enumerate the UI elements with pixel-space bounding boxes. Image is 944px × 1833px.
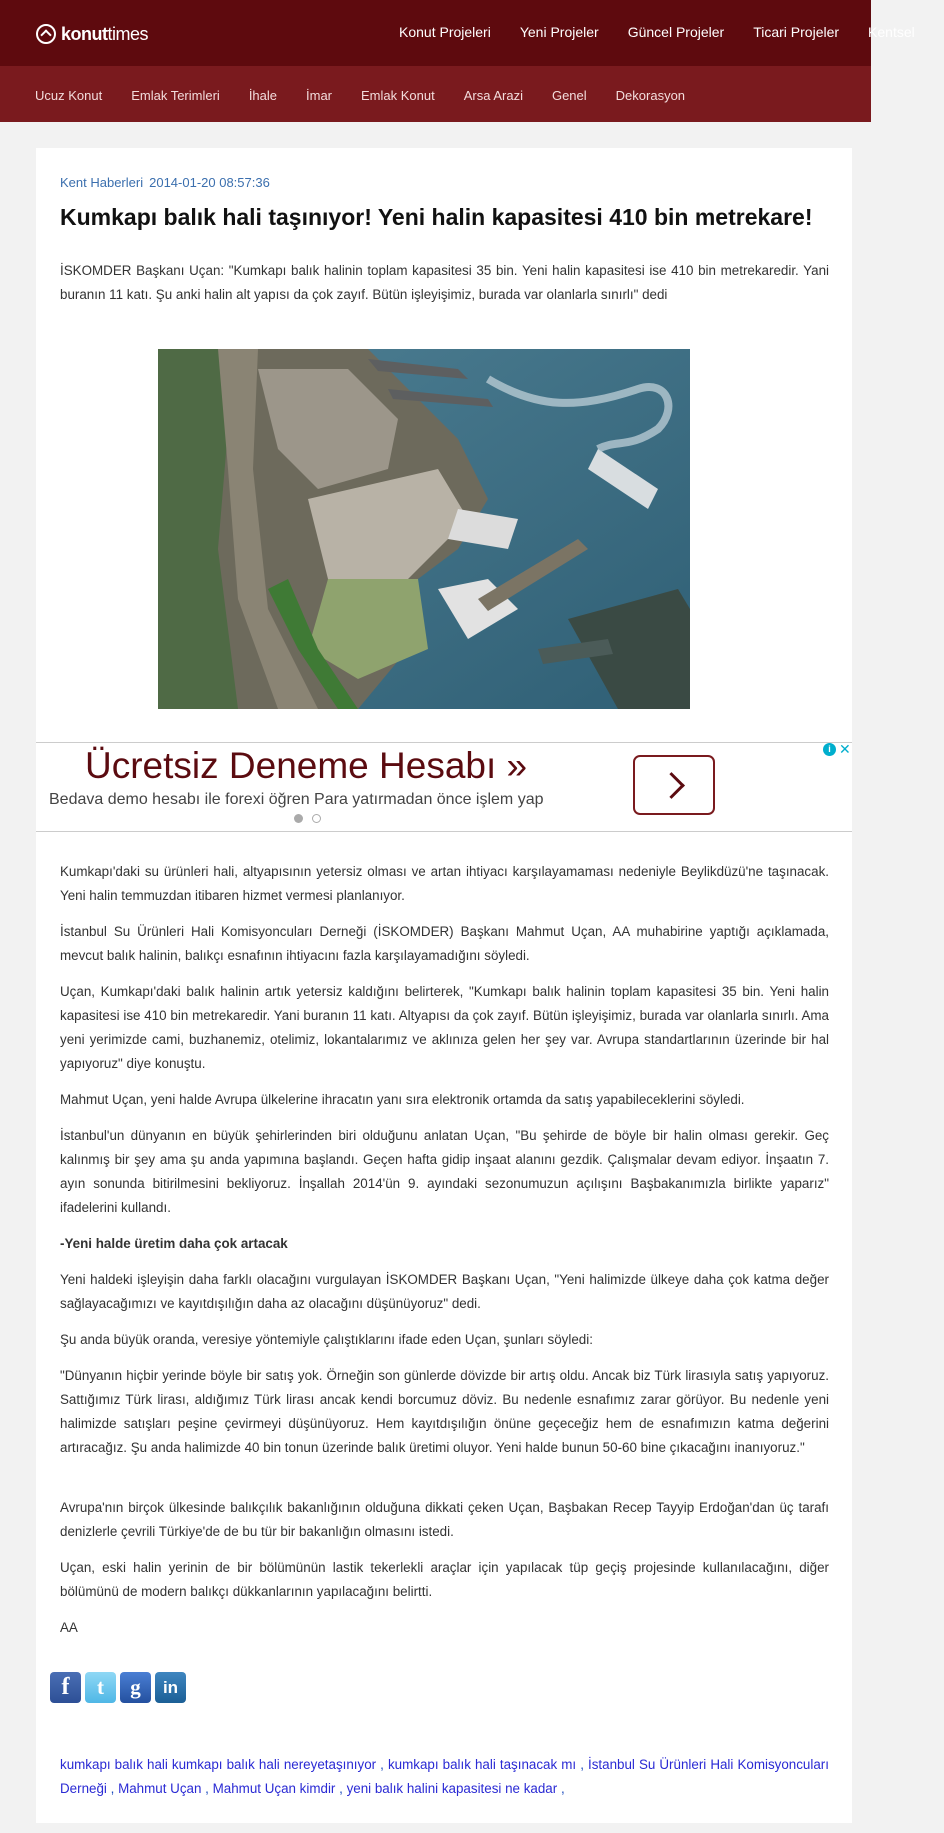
ad-banner[interactable] — [36, 742, 852, 832]
tag-link[interactable]: İstanbul Su Ürünleri Hali Komisyoncuları Derneği — [60, 1757, 829, 1796]
tag-link[interactable]: Mahmut Uçan kimdir — [212, 1781, 336, 1796]
tag-link[interactable]: Mahmut Uçan — [118, 1781, 202, 1796]
twitter-share-icon[interactable]: t — [85, 1672, 116, 1703]
tag-link[interactable]: kumkapı balık hali kumkapı balık hali nereyetaşınıyor — [60, 1757, 377, 1772]
article-title: Kumkapı balık hali taşınıyor! Yeni halin kapasitesi 410 bin metrekare! — [60, 204, 813, 230]
ad-info-icon[interactable]: i — [823, 743, 836, 756]
site-logo[interactable] — [36, 22, 148, 46]
article-paragraph: Şu anda büyük oranda, veresiye yöntemiyle çalıştıklarını ifade eden Uçan, şunları söyledi: — [60, 1332, 593, 1347]
subnav-genel[interactable]: Genel — [551, 88, 587, 103]
nav-guncel-projeler[interactable]: Güncel Projeler — [627, 24, 725, 40]
category-nav — [35, 88, 714, 103]
article-card — [36, 148, 852, 1823]
article-date: 2014-01-20 08:57:36 — [149, 175, 270, 190]
subnav-ihale[interactable]: İhale — [248, 88, 278, 103]
ad-close-icon[interactable]: ✕ — [839, 741, 851, 757]
article-tags: kumkapı balık hali kumkapı balık hali nereyetaşınıyor , kumkapı balık hali taşınacak mı , İstanbul Su Ürünleri Hali Komisyoncuları Derneği , Mahmut Uçan , Mahmut Uçan kimdir , yeni balık halini kapasitesi ne kadar , — [60, 1757, 829, 1796]
article-paragraph: İstanbul Su Ürünleri Hali Komisyoncuları Derneği (İSKOMDER) Başkanı Mahmut Uçan, AA muhabirine yaptığı açıklamada, mevcut balık halinin, balıkçı esnafının ihtiyacını fazla karşılayamadığını söyledi. — [60, 924, 829, 963]
article-lead: İSKOMDER Başkanı Uçan: "Kumkapı balık halinin toplam kapasitesi 35 bin. Yeni halin kapasitesi ise 410 bin metrekaredir. Yani buranın 11 katı. Şu anki halin alt yapısı da çok zayıf. Bütün işleyişimiz, burada var olanlarla sınırlı" dedi — [60, 263, 829, 302]
article-photo — [158, 349, 690, 709]
article-source: AA — [60, 1620, 78, 1635]
linkedin-share-icon[interactable]: in — [155, 1672, 186, 1703]
article-meta — [60, 175, 270, 190]
article-quote: "Dünyanın hiçbir yerinde böyle bir satış yok. Örneğin son günlerde dövizde bir artış oldu. Ancak biz Türk lirasıyla satış yapıyoruz. Sattığımız Türk lirası, aldığımız Türk lirası ancak kendi borcumuz döviz. Bu nedenle esnafımız zarar görüyor. Bu nedenle yeni halimizde satışları peşine çevirmeyi düşünüyoruz. Hem kayıtdışılığın önüne geçeceğiz hem de esnafımızın katma değerini artıracağız. Şu anda halimizde 40 bin tonun üzerinde balık üretimi oluyor. Yeni halde bunun 50-60 bine çıkacağını inanıyoruz." — [60, 1368, 829, 1455]
ad-carousel-dot[interactable] — [312, 814, 321, 823]
facebook-share-icon[interactable]: f — [50, 1672, 81, 1703]
nav-kentsel[interactable]: Kentsel — [868, 24, 915, 40]
article-paragraph: Uçan, Kumkapı'daki balık halinin artık yetersiz kaldığını belirterek, "Kumkapı balık halinin toplam kapasitesi 35 bin. Yeni halin kapasitesi ise 410 bin metrekaredir. Yani buranın 11 katı. Altyapısı da çok zayıf. Bütün işleyişimiz, burada var olanlarla sınırlı. Ama yeni yerimizde cami, buzhanemiz, otelimiz, lokantalarımız ve aklınıza gelen her şey var. Avrupa standartlarının üzerinde bir hal yapıyoruz" diye konuştu. — [60, 984, 829, 1071]
tag-link[interactable]: kumkapı balık hali taşınacak mı — [387, 1757, 577, 1772]
article-paragraph: Uçan, eski halin yerinin de bir bölümünün lastik tekerlekli araçlar için yapılacak tüp geçiş projesinde kullanılacağını, diğer bölümünü de modern balıkçı dükkanlarının yapılacağını belirtti. — [60, 1560, 829, 1599]
article-paragraph: Yeni haldeki işleyişin daha farklı olacağını vurgulayan İSKOMDER Başkanı Uçan, "Yeni halimizde ülkeye daha çok katma değer sağlayacağımızı ve kayıtdışılığın daha az olacağını düşünüyoruz" dedi. — [60, 1272, 829, 1311]
article-paragraph: Mahmut Uçan, yeni halde Avrupa ülkelerine ihracatın yanı sıra elektronik ortamda da satış yapabileceklerini söyledi. — [60, 1092, 745, 1107]
google-plus-share-icon[interactable]: g — [120, 1672, 151, 1703]
article-category[interactable]: Kent Haberleri — [60, 175, 144, 190]
subnav-ucuz-konut[interactable]: Ucuz Konut — [35, 88, 103, 103]
top-navbar — [0, 0, 915, 66]
subnav-emlak-konut[interactable]: Emlak Konut — [361, 88, 435, 103]
category-navbar — [0, 66, 871, 122]
ad-carousel-dot-active[interactable] — [294, 814, 303, 823]
subnav-imar[interactable]: İmar — [306, 88, 333, 103]
ad-subtitle[interactable]: Bedava demo hesabı ile forexi öğren Para yatırmadan önce işlem yap — [49, 791, 544, 808]
nav-konut-projeleri[interactable]: Konut Projeleri — [399, 24, 491, 40]
nav-ticari-projeler[interactable]: Ticari Projeler — [753, 24, 840, 40]
article-subheading: -Yeni halde üretim daha çok artacak — [60, 1236, 288, 1251]
logo-text-bold: konut — [61, 23, 108, 44]
subnav-dekorasyon[interactable]: Dekorasyon — [615, 88, 686, 103]
nav-yeni-projeler[interactable]: Yeni Projeler — [519, 24, 599, 40]
article-paragraph: İstanbul'un dünyanın en büyük şehirlerinden biri olduğunu anlatan Uçan, "Bu şehirde de böyle bir halin olması gerekir. Geç kalınmış bir şey ama şu anda yapımına başlandı. Geçen hafta gidip inşaat alanını gezdik. Çalışmalar devam ediyor. İnşaatın 7. ayın sonunda bitirilmesini bekliyoruz. İnşallah 2014'ün 9. ayındaki sezonumuzun açılışını Başbakanımızla birlikte yaparız" ifadelerini kullandı. — [60, 1128, 829, 1215]
article-paragraph: Kumkapı'daki su ürünleri hali, altyapısının yetersiz olması ve artan ihtiyacı karşılayamaması nedeniyle Beylikdüzü'ne taşınacak. Yeni halin temmuzdan itibaren hizmet vermesi planlanıyor. — [60, 864, 829, 903]
subnav-arsa-arazi[interactable]: Arsa Arazi — [463, 88, 523, 103]
subnav-emlak-terimleri[interactable]: Emlak Terimleri — [131, 88, 220, 103]
ad-next-button[interactable] — [633, 755, 715, 815]
article-paragraph: Avrupa'nın birçok ülkesinde balıkçılık bakanlığının olduğuna dikkati çeken Uçan, Başbakan Recep Tayyip Erdoğan'dan üç tarafı denizlerle çevrili Türkiye'de de bu tür bir bakanlığın olmasını istedi. — [60, 1500, 829, 1539]
tag-link[interactable]: yeni balık halini kapasitesi ne kadar — [346, 1781, 558, 1796]
ad-title[interactable]: Ücretsiz Deneme Hesabı » — [85, 745, 528, 786]
logo-icon — [36, 24, 56, 44]
main-nav — [399, 24, 944, 40]
logo-text-light: times — [107, 23, 149, 44]
